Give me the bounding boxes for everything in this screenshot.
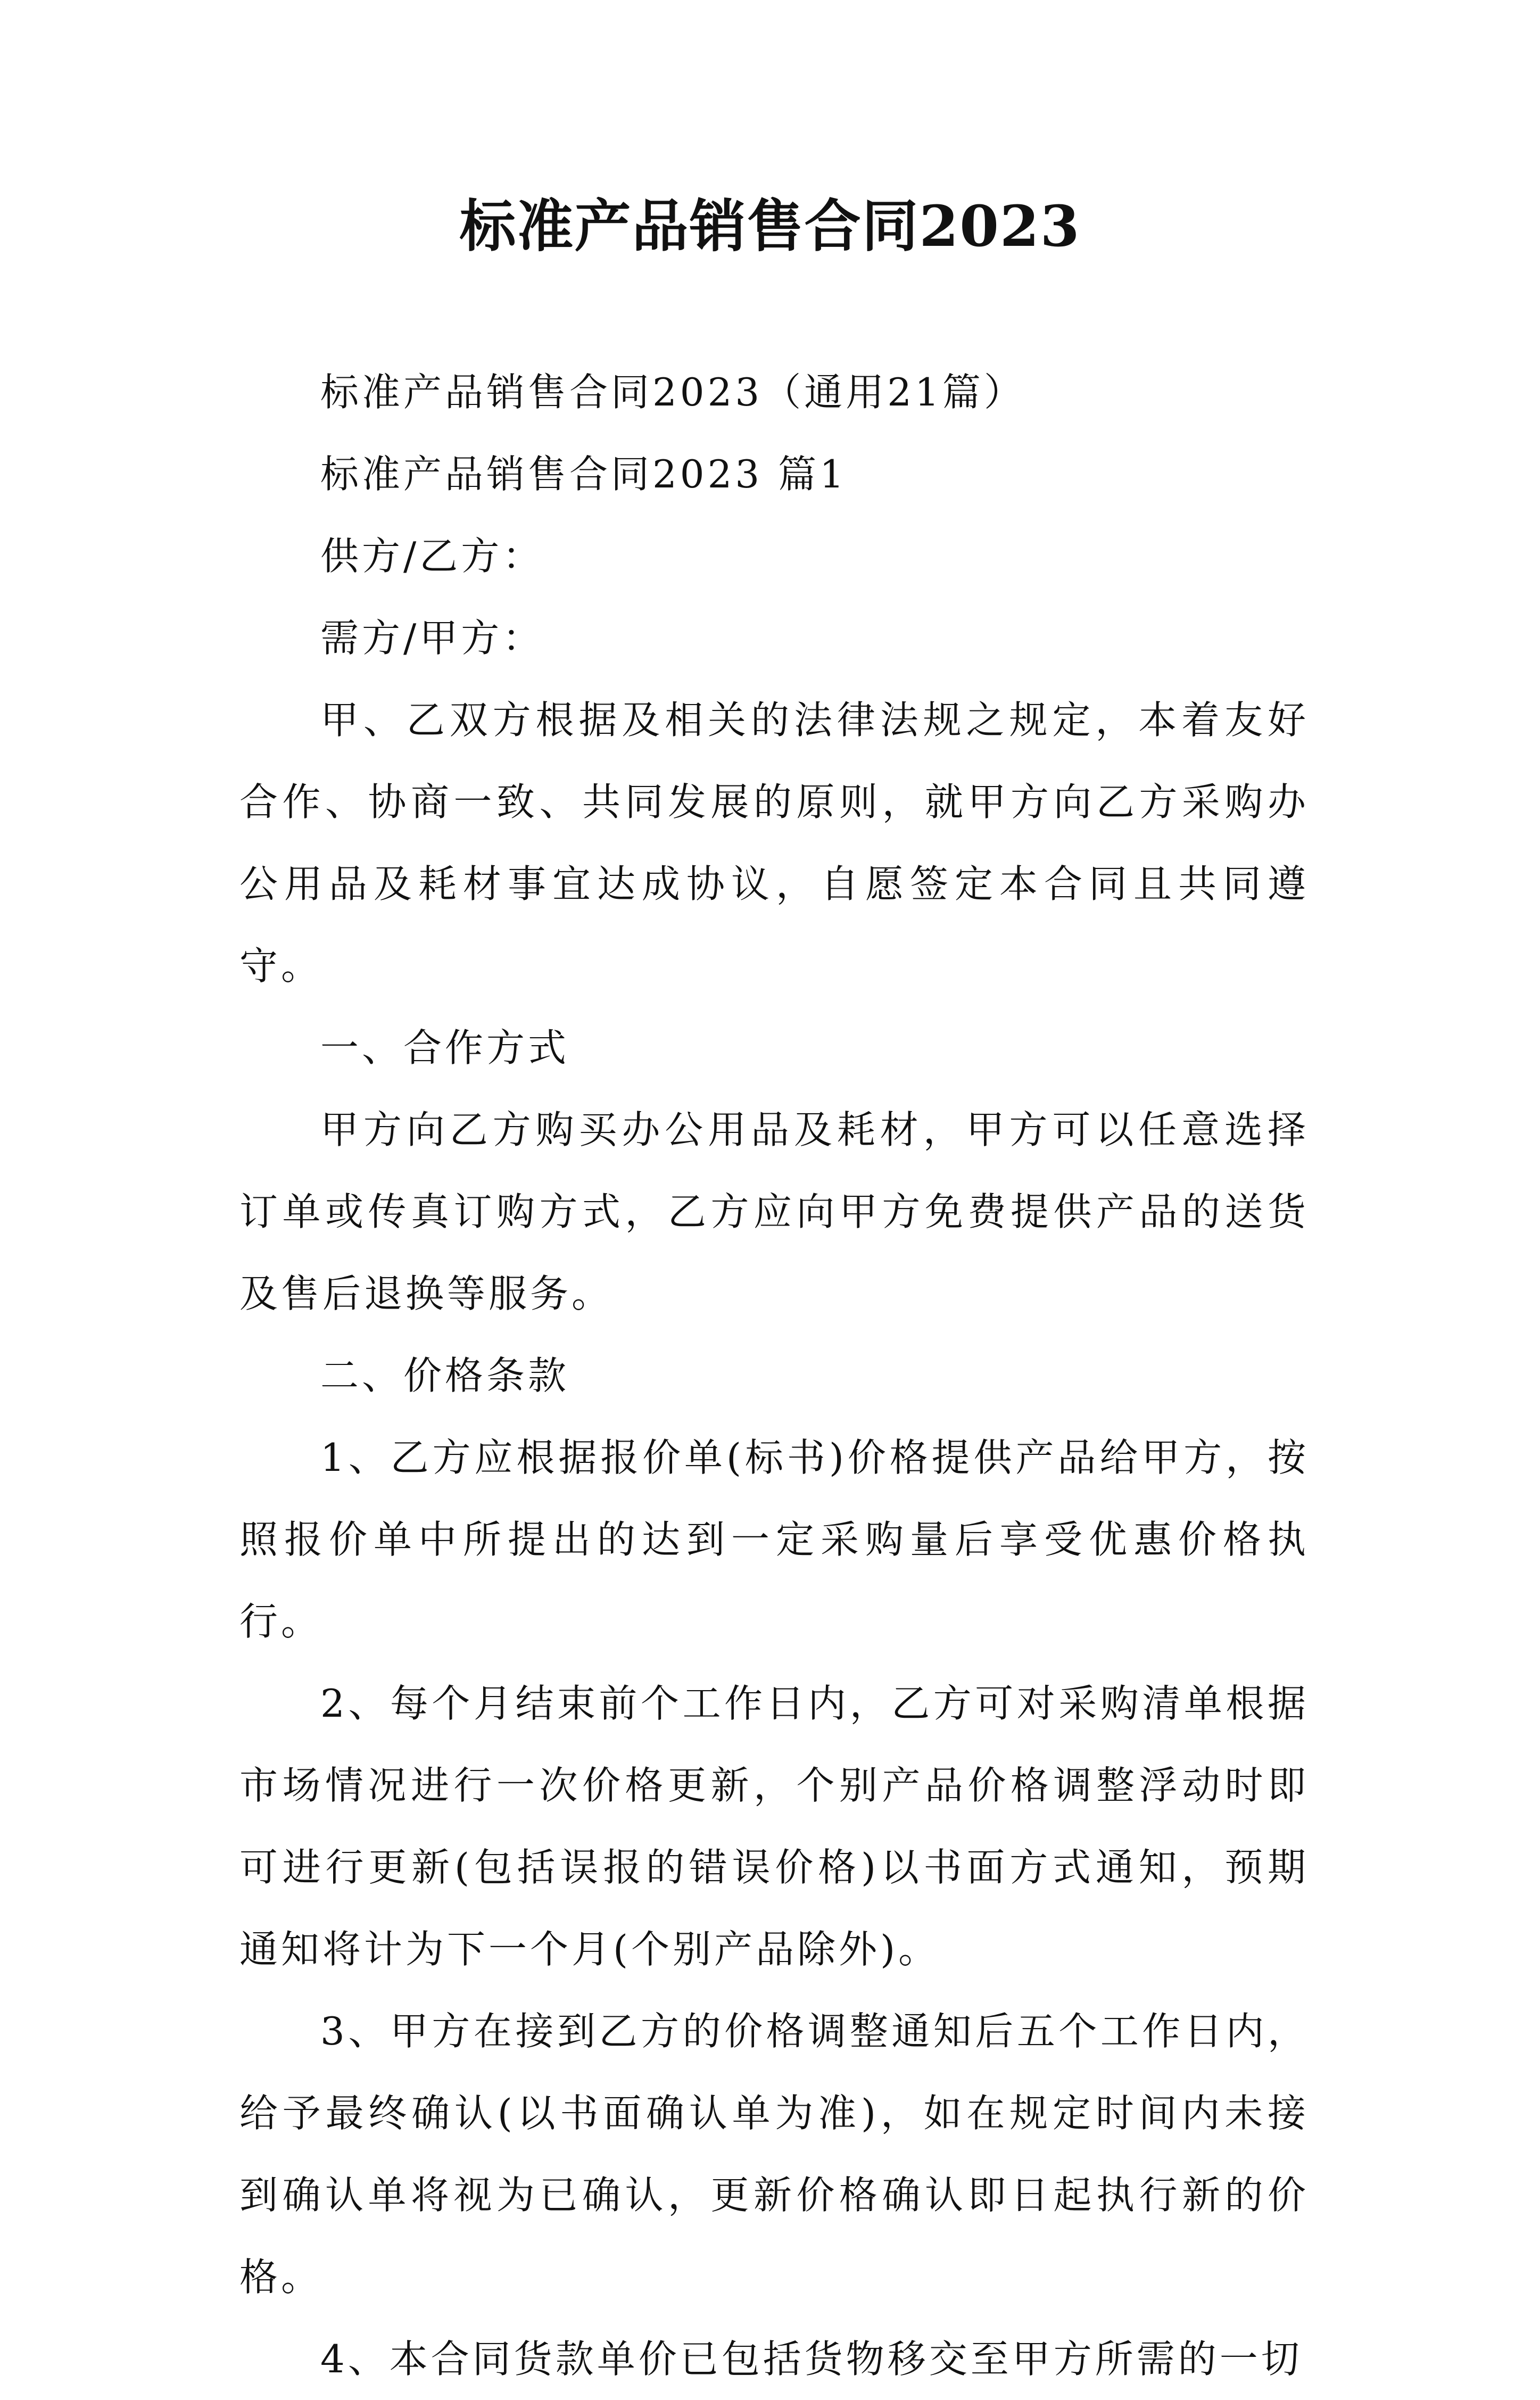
paragraph-price-clause-4: 4、本合同货款单价已包括货物移交至甲方所需的一切 xyxy=(320,2337,1303,2381)
paragraph-subtitle: 标准产品销售合同2023（通用21篇） xyxy=(320,370,1025,415)
document-body xyxy=(239,351,1309,2400)
paragraph-cooperation-body: 甲方向乙方购买办公用品及耗材，甲方可以任意选择订单或传真订购方式，乙方应向甲方免费提供产品的送货及售后退换等服务。 xyxy=(239,1107,1309,1316)
paragraph-section-heading: 标准产品销售合同2023 篇1 xyxy=(320,452,847,496)
paragraph-supplier-line: 供方/乙方： xyxy=(320,534,544,578)
paragraph-price-clause-3: 3、甲方在接到乙方的价格调整通知后五个工作日内，给予最终确认(以书面确认单为准)，如在规定时间内未接到确认单将视为已确认，更新价格确认即日起执行新的价格。 xyxy=(239,2009,1309,2299)
paragraph-heading-price: 二、价格条款 xyxy=(320,1353,570,1398)
paragraph-price-clause-2: 2、每个月结束前个工作日内，乙方可对采购清单根据市场情况进行一次价格更新，个别产品价格调整浮动时即可进行更新(包括误报的错误价格)以书面方式通知，预期通知将计为下一个月(个别产品除外)。 xyxy=(239,1681,1309,1972)
document-title: 标准产品销售合同2023 xyxy=(459,193,1081,259)
paragraph-heading-cooperation: 一、合作方式 xyxy=(320,1025,570,1070)
paragraph-buyer-line: 需方/甲方： xyxy=(320,616,544,660)
paragraph-preamble: 甲、乙双方根据及相关的法律法规之规定，本着友好合作、协商一致、共同发展的原则，就甲方向乙方采购办公用品及耗材事宜达成协议，自愿签定本合同且共同遵守。 xyxy=(239,698,1309,988)
paragraph-price-clause-1: 1、乙方应根据报价单(标书)价格提供产品给甲方，按照报价单中所提出的达到一定采购量后享受优惠价格执行。 xyxy=(239,1435,1309,1644)
